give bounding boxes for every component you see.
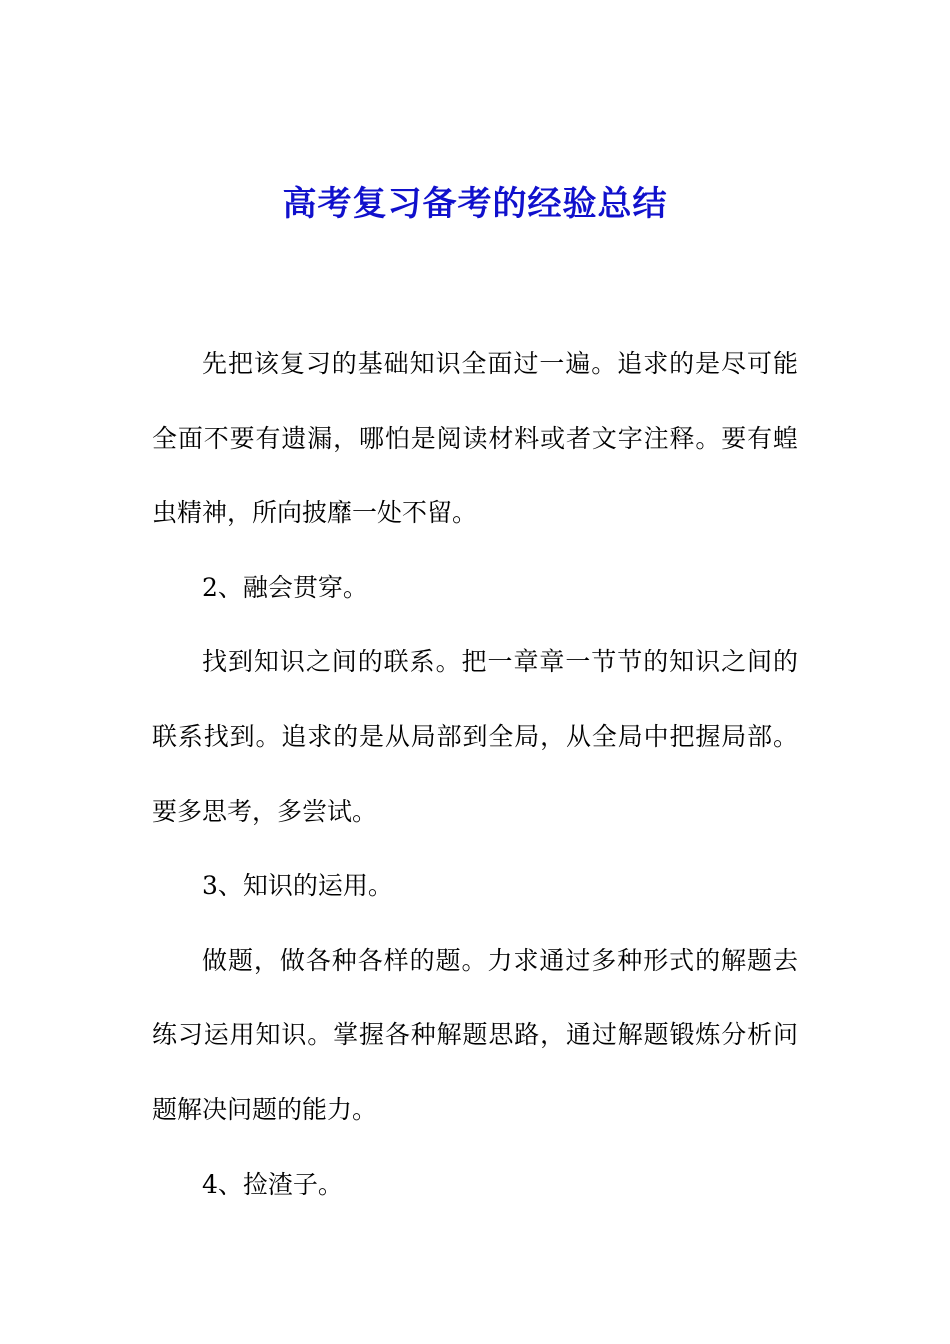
heading-integration: 2、融会贯穿。 <box>202 572 368 602</box>
heading-application: 3、知识的运用。 <box>202 871 393 901</box>
paragraph-practice: 做题，做各种各样的题。力求通过多种形式的解题去练习运用知识。掌握各种解题思路，通过解题锻炼分析问题解决问题的能力。 <box>152 945 798 1124</box>
heading-review: 4、捡渣子。 <box>202 1169 343 1199</box>
document-title: 高考复习备考的经验总结 <box>282 184 668 224</box>
document-body <box>152 327 798 1222</box>
paragraph-basics: 先把该复习的基础知识全面过一遍。追求的是尽可能全面不要有遗漏，哪怕是阅读材料或者文字注释。要有蝗虫精神，所向披靡一处不留。 <box>152 349 798 528</box>
paragraph-connections: 找到知识之间的联系。把一章章一节节的知识之间的联系找到。追求的是从局部到全局，从全局中把握局部。要多思考，多尝试。 <box>152 647 798 826</box>
